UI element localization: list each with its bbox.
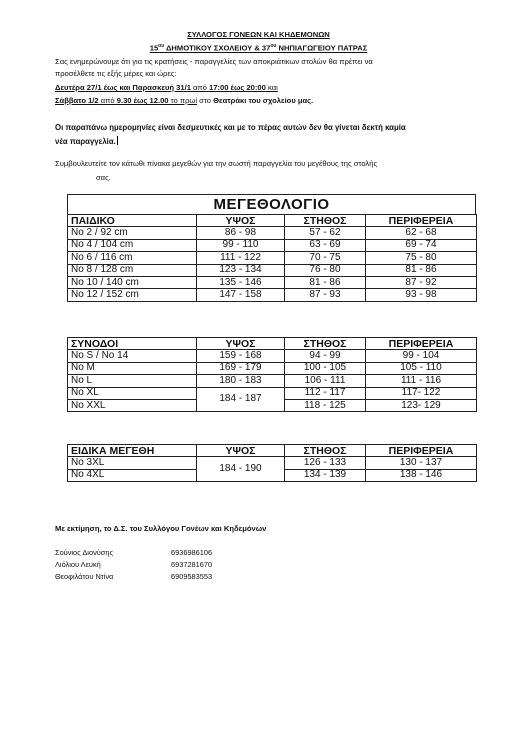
warning-line-1: Οι παραπάνω ημερομηνίες είναι δεσμευτικές και με το πέρας αυτών δεν θα γίνεται δεκτή καμία — [55, 123, 406, 132]
height-cell: 86 - 98 — [197, 227, 285, 239]
contact-phone: 6937281670 — [171, 560, 213, 569]
chest-cell: 118 - 125 — [285, 399, 366, 411]
text-cursor — [117, 136, 118, 145]
advice-line-1: Συμβουλευτείτε τον κάτωθι πίνακα μεγεθών για την σωστή παραγγελία του μεγέθους της στολής — [55, 159, 378, 168]
association-title: ΣΥΛΛΟΓΟΣ ΓΟΝΕΩΝ ΚΑΙ ΚΗΔΕΜΟΝΩΝ — [187, 30, 330, 39]
table-header-row — [68, 338, 477, 350]
contact-phone: 6909583553 — [171, 572, 213, 581]
intro-line-1: Σας ενημερώνουμε ότι για τις κρατήσεις - παραγγελίες των αποκριάτικων στολών θα πρέπει να — [55, 57, 373, 66]
chest-cell: 81 - 86 — [285, 276, 366, 288]
size-cell: No 8 / 128 cm — [68, 264, 197, 276]
contact-name: Θεοφιλάτου Ντίνα — [55, 572, 114, 581]
circumference-cell: 111 - 116 — [366, 375, 477, 387]
table-row — [68, 252, 477, 264]
height-cell: 99 - 110 — [197, 239, 285, 251]
size-cell: No XXL — [68, 399, 197, 411]
circumference-cell: 81 - 86 — [366, 264, 477, 276]
table-header-row — [68, 215, 477, 227]
table-header-row — [68, 445, 477, 457]
circumference-cell: 93 - 98 — [366, 289, 477, 301]
column-circumference: ΠΕΡΙΦΕΡΕΙΑ — [366, 338, 477, 350]
circumference-cell: 75 - 80 — [366, 252, 477, 264]
size-cell: No S / No 14 — [68, 350, 197, 362]
table-row — [68, 362, 477, 374]
column-circumference: ΠΕΡΙΦΕΡΕΙΑ — [366, 445, 477, 457]
size-cell: No 2 / 92 cm — [68, 227, 197, 239]
column-chest: ΣΤΗΘΟΣ — [285, 338, 366, 350]
height-cell: 184 - 190 — [197, 457, 285, 482]
column-height: ΥΨΟΣ — [197, 215, 285, 227]
column-circumference: ΠΕΡΙΦΕΡΕΙΑ — [366, 215, 477, 227]
size-chart-title: ΜΕΓΕΘΟΛΟΓΙΟ — [67, 194, 476, 214]
height-cell: 184 - 187 — [197, 387, 285, 412]
size-cell: No 4 / 104 cm — [68, 239, 197, 251]
circumference-cell: 138 - 146 — [366, 469, 477, 481]
height-cell: 159 - 168 — [197, 350, 285, 362]
column-height: ΥΨΟΣ — [197, 338, 285, 350]
table-row — [68, 457, 477, 469]
height-cell: 123 - 134 — [197, 264, 285, 276]
adults-size-table — [67, 337, 477, 412]
circumference-cell: 69 - 74 — [366, 239, 477, 251]
circumference-cell: 117- 122 — [366, 387, 477, 399]
table-row — [68, 276, 477, 288]
closing-signature: Με εκτίμηση, το Δ.Σ. του Συλλόγου Γονέων και Κηδεμόνων — [55, 524, 267, 533]
contact-name: Λιόλιου Λευκή — [55, 560, 101, 569]
chest-cell: 134 - 139 — [285, 469, 366, 481]
table-row — [68, 387, 477, 399]
column-height: ΥΨΟΣ — [197, 445, 285, 457]
circumference-cell: 62 - 68 — [366, 227, 477, 239]
height-cell: 169 - 179 — [197, 362, 285, 374]
schedule-saturday: Σάββατο 1/2 από 9.30 έως 12.00 το πρωί στο Θεατράκι του σχολείου μας. — [55, 96, 314, 105]
section-label-children: ΠΑΙΔΙΚΟ — [68, 215, 197, 227]
chest-cell: 100 - 105 — [285, 362, 366, 374]
column-chest: ΣΤΗΘΟΣ — [285, 215, 366, 227]
contact-name: Σούνιος Διονύσης — [55, 548, 114, 557]
chest-cell: 87 - 93 — [285, 289, 366, 301]
size-cell: No 4XL — [68, 469, 197, 481]
advice-line-2: σας. — [96, 173, 111, 182]
children-size-table — [67, 214, 477, 302]
circumference-cell: 105 - 110 — [366, 362, 477, 374]
height-cell: 180 - 183 — [197, 375, 285, 387]
size-cell: No L — [68, 375, 197, 387]
size-cell: No 6 / 116 cm — [68, 252, 197, 264]
section-label-special: ΕΙΔΙΚΑ ΜΕΓΕΘΗ — [68, 445, 197, 457]
chest-cell: 70 - 75 — [285, 252, 366, 264]
chest-cell: 63 - 69 — [285, 239, 366, 251]
schedule-weekdays: Δευτέρα 27/1 έως και Παρασκευή 31/1 από 17:00 έως 20:00 και — [55, 83, 278, 92]
circumference-cell: 130 - 137 — [366, 457, 477, 469]
circumference-cell: 123- 129 — [366, 399, 477, 411]
column-chest: ΣΤΗΘΟΣ — [285, 445, 366, 457]
height-cell: 135 - 146 — [197, 276, 285, 288]
school-title: $15^{o\upsilon}$ ΔΗΜΟΤΙΚΟΥ ΣΧΟΛΕΙΟΥ & $37^{o\upsilon}$ ΝΗΠΙΑΓΩΓΕΙΟΥ ΠΑΤΡΑΣ — [149, 43, 368, 53]
height-cell: 111 - 122 — [197, 252, 285, 264]
chest-cell: 126 - 133 — [285, 457, 366, 469]
special-size-table — [67, 444, 477, 482]
chest-cell: 57 - 62 — [285, 227, 366, 239]
table-row — [68, 375, 477, 387]
table-row — [68, 264, 477, 276]
warning-line-2: νέα παραγγελία. — [55, 137, 116, 146]
circumference-cell: 87 - 92 — [366, 276, 477, 288]
size-cell: No 12 / 152 cm — [68, 289, 197, 301]
size-chart — [67, 194, 476, 491]
chest-cell: 106 - 111 — [285, 375, 366, 387]
table-row — [68, 227, 477, 239]
height-cell: 147 - 158 — [197, 289, 285, 301]
table-row — [68, 289, 477, 301]
size-cell: No M — [68, 362, 197, 374]
size-cell: No XL — [68, 387, 197, 399]
contact-phone: 6936986106 — [171, 548, 213, 557]
size-cell: No 10 / 140 cm — [68, 276, 197, 288]
circumference-cell: 99 - 104 — [366, 350, 477, 362]
size-cell: No 3XL — [68, 457, 197, 469]
table-row — [68, 350, 477, 362]
chest-cell: 76 - 80 — [285, 264, 366, 276]
intro-line-2: προσέλθετε τις εξής μέρες και ώρες: — [55, 69, 177, 78]
table-row — [68, 239, 477, 251]
chest-cell: 112 - 117 — [285, 387, 366, 399]
section-label-adults: ΣΥΝΟΔΟΙ — [68, 338, 197, 350]
chest-cell: 94 - 99 — [285, 350, 366, 362]
